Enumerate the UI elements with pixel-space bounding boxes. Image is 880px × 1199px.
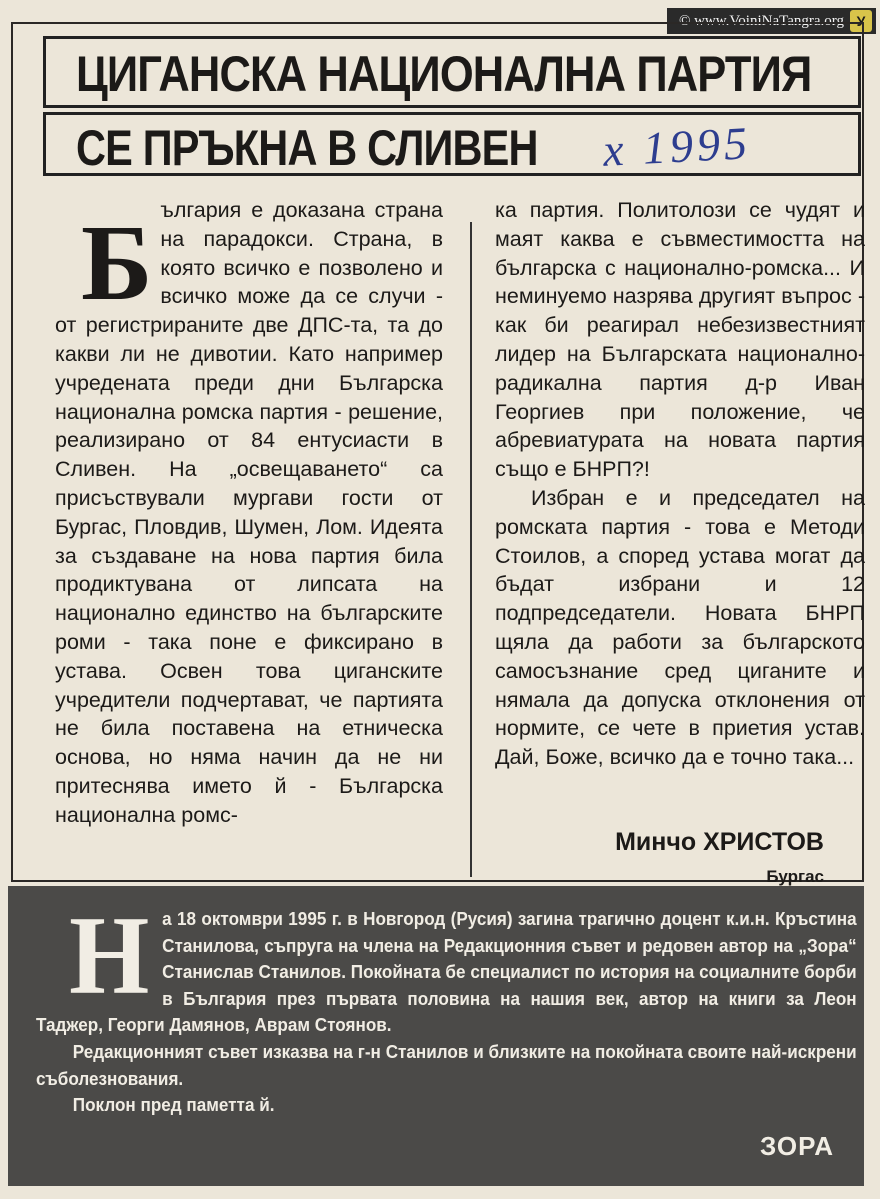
author-byline: Минчо ХРИСТОВ xyxy=(615,828,824,856)
watermark-text: © www.VoiniNaTangra.org xyxy=(678,12,844,29)
obituary-paragraph-3: Поклон пред паметта й. xyxy=(72,1094,275,1116)
article-paragraph-3: Избран е и председател на ромската партия - това е Методи Стоилов, а според устава могат да бъдат избрани и 12 подпредседатели. Новата БНРП щяла да работи за българското самосъзнание сред циганите и нямала да допуска отклонения от нормите, се чете в приетия устав. Дай, Боже, всичко да е точно така... xyxy=(495,485,865,770)
headline-box-1 xyxy=(43,36,861,108)
article-column-2 xyxy=(495,196,865,772)
watermark-logo-icon: У xyxy=(850,10,872,32)
obituary-text xyxy=(36,894,857,1119)
article-column-1 xyxy=(55,196,443,830)
headline-line-1: ЦИГАНСКА НАЦИОНАЛНА ПАРТИЯ xyxy=(76,46,812,102)
article-box xyxy=(11,22,865,886)
author-city: Бургас xyxy=(766,867,824,886)
headline-line-2: СЕ ПРЪКНА В СЛИВЕН xyxy=(76,120,538,176)
article-paragraph-1: ългария е доказана страна на парадокси. Страна, в която всичко е позволено и всичко може да се случи - от регистрираните две ДПС-та, та до какви ли не дивотии. Като например учредената преди дни Българска национална ромска партия - решение, реализирано от 84 ентусиасти в Сливен. На „освещаването“ са присъствували мургави гости от Бургас, Пловдив, Шумен, Лом. Идеята за създаване на нова партия била продиктувана от липсата на национално единство на българските роми - така поне е фиксирано в устава. Освен това циганските учредители подчертават, че партията не била поставена на етническа основа, но няма начин да не ни притеснява името й - Българска национална ромс- xyxy=(55,198,443,827)
article-paragraph-2: ка партия. Политолози се чудят и маят каква е съвместимостта на българска с национално-ромска... И неминуемо назрява другият въпрос - как би реагирал небезизвестният лидер на Българската национално-радикална партия д-р Иван Георгиев при положение, че абревиатурата на новата партия също е БНРП?! xyxy=(495,198,865,482)
obituary-dropcap: Н xyxy=(69,894,150,1018)
obituary-box xyxy=(8,886,864,1186)
obituary-signature: ЗОРА xyxy=(759,1131,834,1161)
article-dropcap: Б xyxy=(81,204,153,323)
obituary-paragraph-1: а 18 октомври 1995 г. в Новгород (Русия) загина трагично доцент к.и.н. Кръстина Станилова, съпруга на члена на Редакционния съвет и редовен автор на „Зора“ Станислав Станилов. Покойната бе специалист по история на социалните борби в България през първата половина на нашия век, автор на книги за Леон Таджер, Георги Дамянов, Аврам Стоянов. xyxy=(36,908,857,1036)
obituary-paragraph-2: Редакционният съвет изказва на г-н Станилов и близките на покойната своите най-искрени съболезнования. xyxy=(36,1040,857,1089)
handwritten-date-note: х 1995 xyxy=(601,117,753,176)
column-divider xyxy=(470,222,472,877)
